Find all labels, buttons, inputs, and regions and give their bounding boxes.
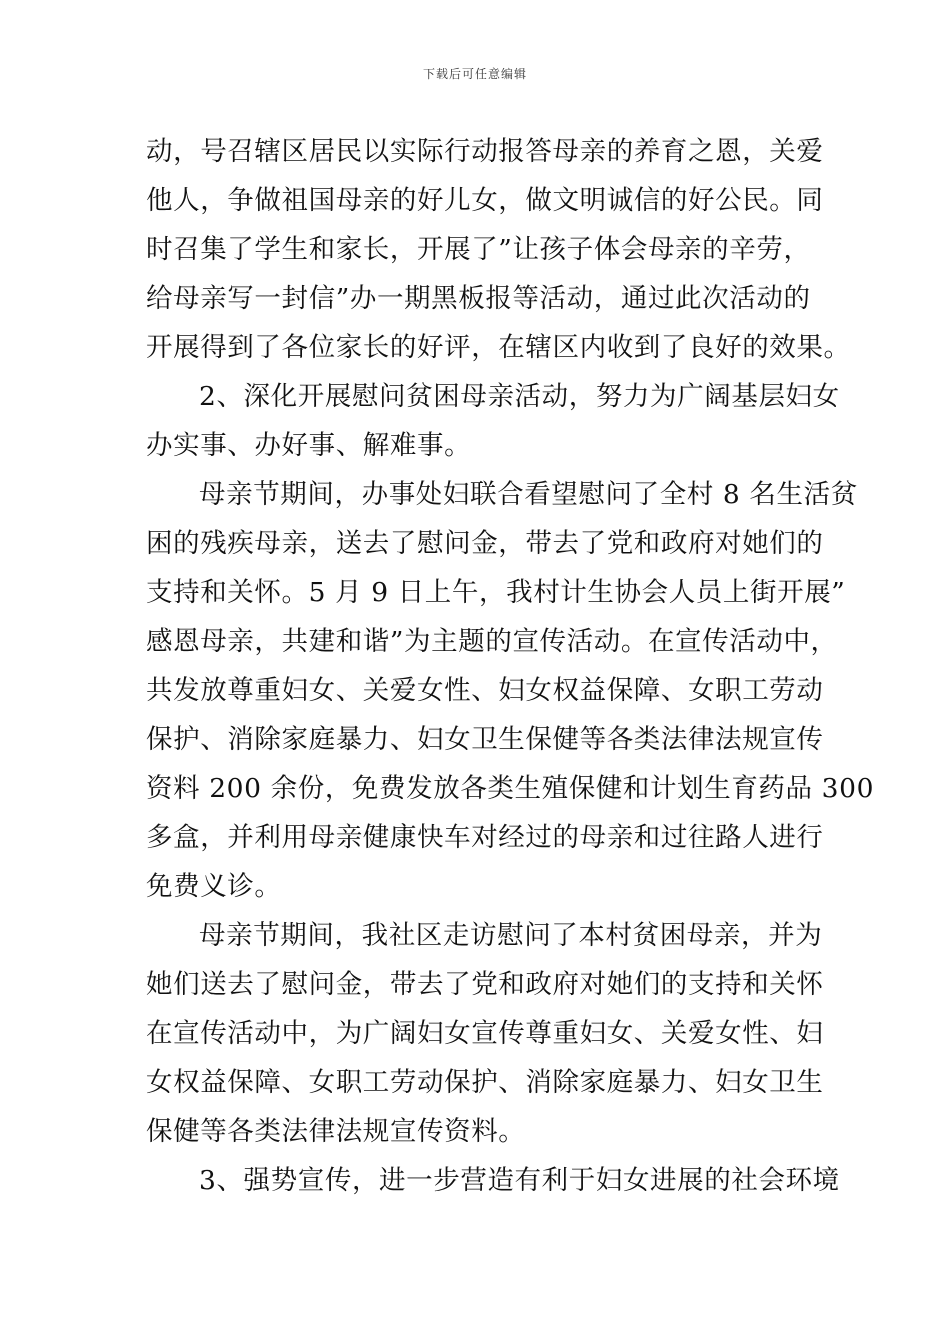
text-line: 办实事、办好事、解难事。 [146,430,472,461]
text-line: 3、强势宣传，进一步营造有利于妇女进展的社会环境 [199,1165,840,1196]
text-line: 共发放尊重妇女、关爱女性、妇女权益保障、女职工劳动 [146,675,824,706]
text-line: 保护、消除家庭暴力、妇女卫生保健等各类法律法规宣传 [146,724,824,755]
text-line: 2、深化开展慰问贫困母亲活动，努力为广阔基层妇女 [199,381,840,412]
text-line: 他人，争做祖国母亲的好儿女，做文明诚信的好公民。同 [146,185,824,216]
text-line: 免费义诊。 [146,871,282,902]
text-line: 母亲节期间，我社区走访慰问了本村贫困母亲，并为 [199,920,823,951]
text-line: 资料 200 余份，免费发放各类生殖保健和计划生育药品 300 [146,773,875,804]
text-line: 给母亲写一封信”办一期黑板报等活动，通过此次活动的 [146,283,811,314]
text-line: 保健等各类法律法规宣传资料。 [146,1116,526,1147]
text-line: 困的残疾母亲，送去了慰问金，带去了党和政府对她们的 [146,528,824,559]
text-line: 在宣传活动中，为广阔妇女宣传尊重妇女、关爱女性、妇 [146,1018,824,1049]
text-line: 她们送去了慰问金，带去了党和政府对她们的支持和关怀 [146,969,824,1000]
text-line: 感恩母亲，共建和谐”为主题的宣传活动。在宣传活动中， [146,626,838,657]
text-line: 支持和关怀。5 月 9 日上午，我村计生协会人员上街开展” [146,577,846,608]
text-line: 时召集了学生和家长，开展了”让孩子体会母亲的辛劳， [146,234,811,265]
text-line: 动，号召辖区居民以实际行动报答母亲的养育之恩，关爱 [146,136,824,167]
text-line: 女权益保障、女职工劳动保护、消除家庭暴力、妇女卫生 [146,1067,824,1098]
text-line: 开展得到了各位家长的好评，在辖区内收到了良好的效果。 [146,332,851,363]
text-line: 多盒，并利用母亲健康快车对经过的母亲和过往路人进行 [146,822,824,853]
page-header: 下载后可任意编辑 [422,67,527,81]
body-text [146,127,875,1205]
text-line: 母亲节期间，办事处妇联合看望慰问了全村 8 名生活贫 [199,479,858,510]
